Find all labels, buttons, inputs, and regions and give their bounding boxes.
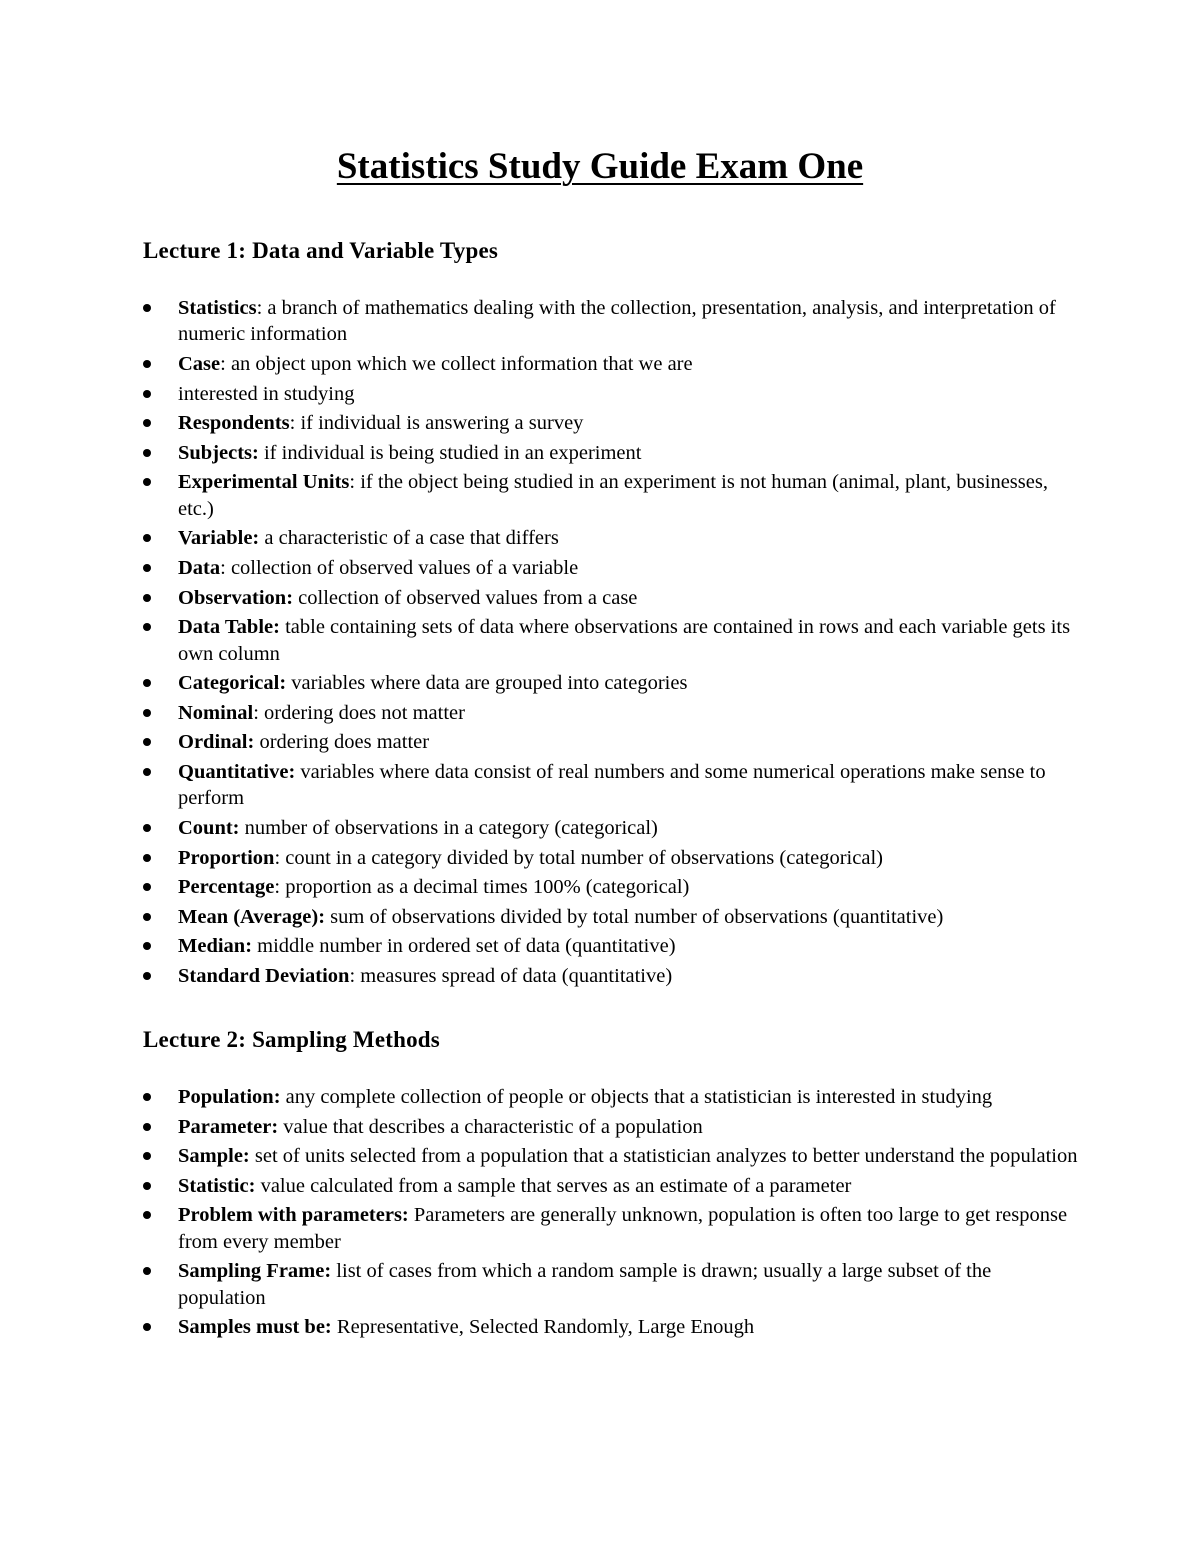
bullet-icon (143, 1182, 151, 1190)
definition-text: number of observations in a category (categorical) (239, 816, 658, 839)
bullet-icon (143, 709, 151, 717)
term-label: Nominal (178, 701, 254, 724)
term-label: Case (178, 353, 221, 375)
term-label: Data (178, 556, 221, 579)
bullet-icon (143, 304, 151, 312)
list-item (143, 440, 1083, 466)
bullet-icon (143, 564, 151, 572)
definition-text: : if individual is answering a survey (289, 412, 584, 435)
definition-text: interested in studying (178, 382, 355, 405)
definition-text: : collection of observed values of a variable (220, 556, 579, 579)
definition-text: : ordering does not matter (253, 701, 465, 724)
list-item (143, 845, 1083, 871)
list-item (143, 1114, 1083, 1140)
term-label: Sample: (178, 1145, 250, 1168)
definition-text: Parameters are generally unknown, population is often too large to get response from every member (178, 1204, 1068, 1253)
list-item (143, 295, 1083, 348)
term-label: Variable: (178, 527, 260, 550)
list-item (143, 1258, 1083, 1311)
definition-text: : measures spread of data (quantitative) (349, 964, 673, 987)
list-item (143, 729, 1083, 755)
bullet-icon (143, 419, 151, 427)
definition-text: value calculated from a sample that serves as an estimate of a parameter (255, 1174, 852, 1197)
page-title: Statistics Study Guide Exam One (336, 146, 864, 187)
list-item (143, 904, 1083, 930)
bullet-icon (143, 883, 151, 891)
term-label: Ordinal: (178, 731, 255, 754)
bullet-list (143, 1084, 1083, 1341)
bullet-icon (143, 972, 151, 980)
list-item (143, 1202, 1083, 1255)
definition-text: : if the object being studied in an experiment is not human (animal, plant, businesses, etc.) (178, 471, 1048, 520)
bullet-icon (143, 534, 151, 542)
term-label: Median: (178, 935, 253, 958)
term-label: Statistics (178, 297, 257, 319)
bullet-icon (143, 1323, 151, 1331)
bullet-icon (143, 1211, 151, 1219)
definition-text: : count in a category divided by total number of observations (categorical) (274, 846, 883, 869)
term-label: Mean (Average): (178, 905, 326, 928)
bullet-icon (143, 679, 151, 687)
definition-text: if individual is being studied in an experiment (258, 441, 642, 464)
definition-text: sum of observations divided by total number of observations (quantitative) (325, 905, 944, 928)
list-item (143, 874, 1083, 900)
term-label: Count: (178, 816, 240, 839)
bullet-icon (143, 390, 151, 398)
list-item (143, 1314, 1083, 1340)
list-item (143, 963, 1083, 989)
definition-text: : an object upon which we collect information that we are (220, 353, 693, 375)
definition-text: ordering does matter (254, 731, 430, 754)
definition-text: set of units selected from a population that a statistician analyzes to better understand the population (249, 1145, 1078, 1168)
definition-text: : proportion as a decimal times 100% (categorical) (274, 876, 690, 899)
term-label: Data Table: (178, 616, 280, 639)
term-label: Experimental Units (178, 471, 350, 494)
term-label: Observation: (178, 586, 294, 609)
section-heading: Lecture 2: Sampling Methods (143, 1027, 440, 1052)
bullet-icon (143, 738, 151, 746)
definition-text: collection of observed values from a case (293, 586, 638, 609)
list-item (143, 614, 1083, 667)
term-label: Respondents (178, 412, 290, 435)
definition-text: any complete collection of people or objects that a statistician is interested in studying (280, 1086, 993, 1108)
bullet-icon (143, 1093, 151, 1101)
term-label: Subjects: (178, 441, 259, 464)
list-item (143, 585, 1083, 611)
term-label: Proportion (178, 846, 275, 869)
list-item (143, 1084, 1083, 1110)
definition-text: value that describes a characteristic of a population (278, 1115, 703, 1138)
bullet-icon (143, 623, 151, 631)
list-item (143, 759, 1083, 812)
section-lecture-2 (143, 1025, 1083, 1344)
bullet-icon (143, 1152, 151, 1160)
bullet-icon (143, 449, 151, 457)
term-label: Standard Deviation (178, 964, 350, 987)
definition-text: a characteristic of a case that differs (259, 527, 559, 550)
definition-text: variables where data are grouped into categories (286, 672, 688, 695)
list-item (143, 469, 1083, 522)
bullet-icon (143, 768, 151, 776)
term-label: Categorical: (178, 672, 287, 695)
term-label: Sampling Frame: (178, 1260, 332, 1283)
bullet-icon (143, 594, 151, 602)
list-item (143, 815, 1083, 841)
definition-text: list of cases from which a random sample is drawn; usually a large subset of the population (178, 1260, 992, 1309)
term-label: Population: (178, 1086, 281, 1108)
list-item (143, 700, 1083, 726)
definition-text: variables where data consist of real numbers and some numerical operations make sense to perform (178, 760, 1046, 810)
term-label: Samples must be: (178, 1316, 332, 1339)
bullet-icon (143, 824, 151, 832)
definition-text: Representative, Selected Randomly, Large Enough (331, 1316, 755, 1339)
bullet-icon (143, 478, 151, 486)
bullet-list (143, 295, 1083, 989)
list-item (143, 1173, 1083, 1199)
list-item (143, 410, 1083, 436)
bullet-icon (143, 1267, 151, 1275)
list-item (143, 555, 1083, 581)
list-item (143, 670, 1083, 696)
list-item (143, 1143, 1083, 1169)
term-label: Problem with parameters: (178, 1204, 409, 1227)
term-label: Quantitative: (178, 760, 296, 783)
bullet-icon (143, 913, 151, 921)
bullet-icon (143, 854, 151, 862)
list-item (143, 525, 1083, 551)
term-label: Parameter: (178, 1115, 279, 1138)
definition-text: middle number in ordered set of data (quantitative) (252, 935, 676, 958)
list-item (143, 933, 1083, 959)
bullet-icon (143, 942, 151, 950)
bullet-icon (143, 360, 151, 368)
list-item (143, 381, 1083, 407)
term-label: Percentage (178, 876, 275, 899)
definition-text: : a branch of mathematics dealing with the collection, presentation, analysis, and interpretation of numeric information (178, 297, 1056, 346)
section-lecture-1 (143, 236, 1083, 993)
section-heading: Lecture 1: Data and Variable Types (143, 238, 499, 263)
definition-text: table containing sets of data where observations are contained in rows and each variable gets its own column (178, 616, 1071, 665)
list-item (143, 351, 1083, 377)
term-label: Statistic: (178, 1174, 256, 1197)
bullet-icon (143, 1123, 151, 1131)
